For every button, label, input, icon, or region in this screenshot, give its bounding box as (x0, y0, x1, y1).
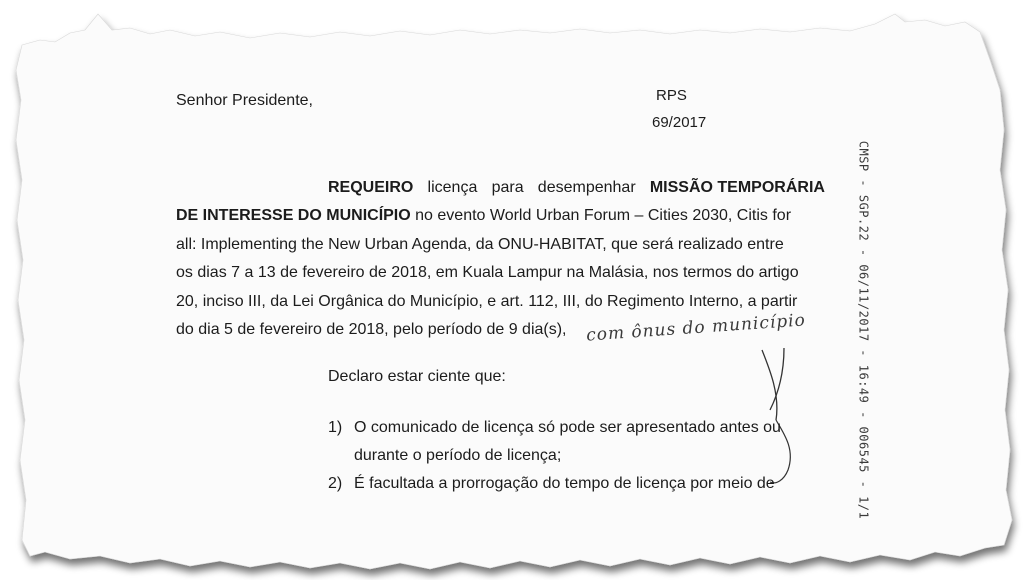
paragraph-line-2 (176, 206, 791, 226)
paragraph-line-1 (328, 178, 825, 198)
paragraph-line-5: 20, inciso III, da Lei Orgânica do Município, e art. 112, III, do Regimento Interno, a partir (176, 293, 798, 310)
requeiro-word: REQUEIRO (328, 179, 414, 196)
handwritten-note: com ônus do município (585, 310, 807, 346)
word-licenca: licença (427, 179, 478, 196)
declaration-item-1-line-2: durante o período de licença; (354, 447, 562, 464)
declaration-item-2-line-1: É facultada a prorrogação do tempo de licença por meio de (354, 475, 775, 492)
paragraph-line-6: do dia 5 de fevereiro de 2018, pelo período de 9 dia(s), (176, 321, 567, 338)
declaration-item-1-line-1: O comunicado de licença só pode ser apresentado antes ou (354, 419, 781, 436)
word-desempenhar: desempenhar (537, 179, 636, 196)
declaration-item-1-number: 1) (328, 419, 343, 436)
document-code: RPS (656, 87, 687, 104)
word-para: para (491, 179, 524, 196)
event-name: no evento World Urban Forum – Cities 2030, Citis for (415, 207, 792, 224)
paragraph-line-3: all: Implementing the New Urban Agenda, da ONU-HABITAT, que será realizado entre (176, 236, 784, 253)
declaration-item-2-number: 2) (328, 475, 343, 492)
protocol-stamp (852, 140, 874, 520)
paragraph-line-4: os dias 7 a 13 de fevereiro de 2018, em Kuala Lampur na Malásia, nos termos do artigo (176, 264, 799, 281)
signature-mark (740, 340, 830, 490)
document-number: 69/2017 (652, 114, 707, 131)
protocol-stamp-text: CMSP - SGP.22 - 06/11/2017 - 16:49 - 006545 - 1/1 (856, 140, 871, 520)
salutation: Senhor Presidente, (176, 92, 313, 109)
missao-temporaria: MISSÃO TEMPORÁRIA (649, 179, 825, 196)
interesse-municipio: DE INTERESSE DO MUNICÍPIO (176, 207, 411, 224)
declaration-intro: Declaro estar ciente que: (328, 368, 506, 385)
